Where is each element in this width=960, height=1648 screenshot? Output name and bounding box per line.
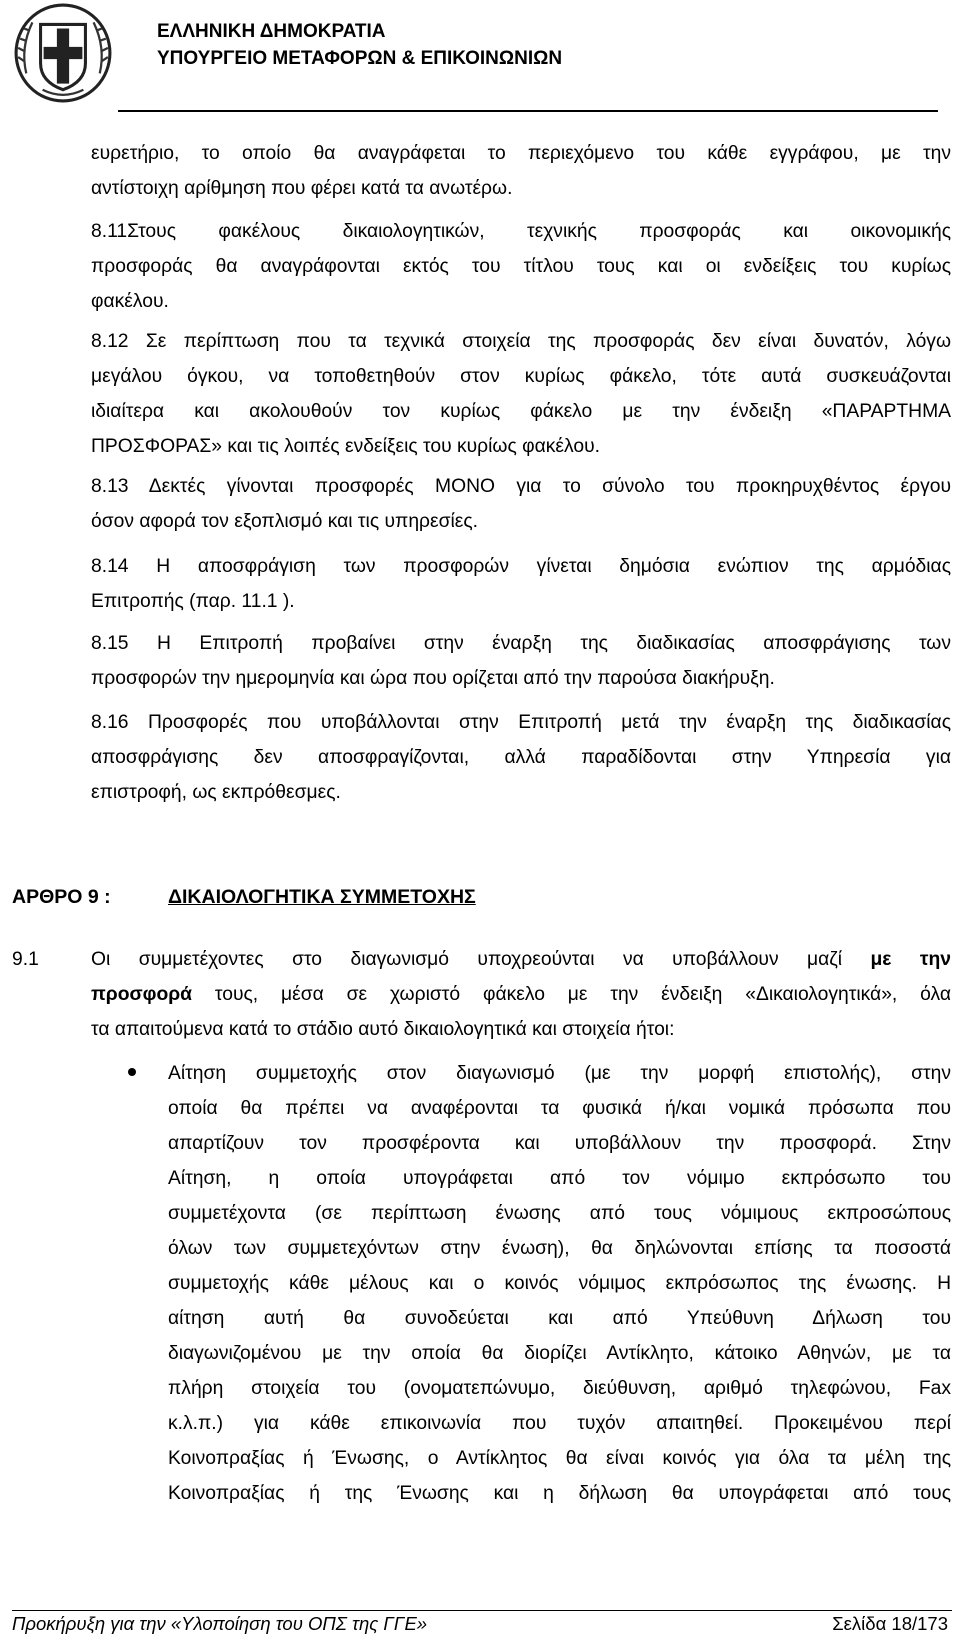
- text-line: Αίτηση συμμετοχής στον διαγωνισμό (με την μορφή επιστολής), στην: [168, 1063, 951, 1084]
- header-divider: [118, 110, 938, 112]
- text-line: 8.13 Δεκτές γίνονται προσφορές ΜΟΝΟ για το σύνολο του προκηρυχθέντος έργου: [91, 476, 951, 497]
- text-line: προσφορών την ημερομηνία και ώρα που ορίζεται από την παρούσα διακήρυξη.: [91, 668, 775, 689]
- paragraph-8-15: [91, 626, 951, 696]
- text-line: οποία θα πρέπει να αναφέρονται τα φυσικά ή/και νομικά πρόσωπα που: [168, 1098, 951, 1119]
- bullet-point: [128, 1068, 136, 1076]
- text-line: απαρτίζουν τον προσφέροντα και υποβάλλουν την προσφορά. Στην: [168, 1133, 951, 1154]
- text-line: όλων των συμμετεχόντων στην ένωση), θα δηλώνονται επίσης τα ποσοστά: [168, 1238, 951, 1259]
- paragraph-9-1: [91, 942, 951, 1047]
- ministry-header: [157, 18, 562, 72]
- text-line: διαγωνιζομένου με την οποία θα διορίζει Αντίκλητο, κάτοικο Αθηνών, με τα: [168, 1343, 951, 1364]
- text-line: συμμετέχοντα (σε περίπτωση ένωσης από τους νόμιμους εκπροσώπους: [168, 1203, 951, 1224]
- header-line-1: ΕΛΛΗΝΙΚΗ ΔΗΜΟΚΡΑΤΙΑ: [157, 21, 386, 42]
- text-line: πλήρη στοιχεία του (ονοματεπώνυμο, διεύθυνση, αριθμό τηλεφώνου, Fax: [168, 1378, 951, 1399]
- text-line: 8.14 Η αποσφράγιση των προσφορών γίνεται δημόσια ενώπιον της αρμόδιας: [91, 556, 951, 577]
- text-line: όσον αφορά τον εξοπλισμό και τις υπηρεσίες.: [91, 511, 479, 532]
- article-title: ΔΙΚΑΙΟΛΟΓΗΤΙΚΑ ΣΥΜΜΕΤΟΧΗΣ: [168, 886, 476, 908]
- bold-segment: προσφορά: [91, 984, 193, 1005]
- paragraph-8-13: [91, 469, 951, 539]
- text-line: Κοινοπραξίας ή Ένωσης, ο Αντίκλητος θα είναι κοινός για όλα τα μέλη της: [168, 1448, 951, 1469]
- text-line: Αίτηση, η οποία υπογράφεται από τον νόμιμο εκπρόσωπο του: [168, 1168, 951, 1189]
- bullet-paragraph: [168, 1056, 951, 1511]
- text-line: τα απαιτούμενα κατά το στάδιο αυτό δικαιολογητικά και στοιχεία ήτοι:: [91, 1019, 675, 1040]
- paragraph-continuation: [91, 136, 951, 206]
- text-line: φακέλου.: [91, 291, 169, 312]
- text-line: κ.λ.π.) για κάθε επικοινωνία που τυχόν απαιτηθεί. Προκειμένου περί: [168, 1413, 951, 1434]
- text-line: επιστροφή, ως εκπρόθεσμες.: [91, 782, 341, 803]
- text-line: [91, 977, 951, 1012]
- text-segment: Οι συμμετέχοντες στο διαγωνισμό υποχρεούνται να υποβάλλουν μαζί: [91, 949, 843, 970]
- paragraph-8-12: [91, 324, 951, 464]
- text-line: προσφοράς θα αναγράφονται εκτός του τίτλου τους και οι ενδείξεις του κυρίως: [91, 256, 951, 277]
- article-number: ΑΡΘΡΟ 9 :: [12, 886, 111, 908]
- text-line: Κοινοπραξίας ή της Ένωσης και η δήλωση θα υπογράφεται από τους: [168, 1483, 951, 1504]
- text-line: ευρετήριο, το οποίο θα αναγράφεται το περιεχόμενο του κάθε εγγράφου, με την: [91, 143, 951, 164]
- text-line: 8.16 Προσφορές που υποβάλλονται στην Επιτροπή μετά την έναρξη της διαδικασίας: [91, 712, 951, 733]
- bold-segment: με την: [870, 949, 951, 970]
- text-line: αντίστοιχη αρίθμηση που φέρει κατά τα ανωτέρω.: [91, 178, 513, 199]
- text-line: συμμετοχής κάθε μέλους και ο κοινός νόμιμος εκπρόσωπος της ένωσης. Η: [168, 1273, 951, 1294]
- footer-document-title: Προκήρυξη για την «Υλοποίηση του ΟΠΣ της ΓΓΕ»: [12, 1613, 428, 1634]
- text-line: ιδιαίτερα και ακολουθούν τον κυρίως φάκελο με την ένδειξη «ΠΑΡΑΡΤΗΜΑ: [91, 401, 951, 422]
- text-line: [91, 942, 951, 977]
- text-line: μεγάλου όγκου, να τοποθετηθούν στον κυρίως φάκελο, τότε αυτά συσκευάζονται: [91, 366, 951, 387]
- text-line: 8.11Στους φακέλους δικαιολογητικών, τεχνικής προσφοράς και οικονομικής: [91, 221, 951, 242]
- text-line: 8.12 Σε περίπτωση που τα τεχνικά στοιχεία της προσφοράς δεν είναι δυνατόν, λόγω: [91, 331, 951, 352]
- footer-divider: [12, 1610, 952, 1611]
- paragraph-8-11: [91, 214, 951, 319]
- greek-coat-of-arms-icon: [12, 2, 114, 104]
- section-number: 9.1: [12, 949, 39, 970]
- header-line-2: ΥΠΟΥΡΓΕΙΟ ΜΕΤΑΦΟΡΩΝ & ΕΠΙΚΟΙΝΩΝΙΩΝ: [157, 48, 563, 69]
- text-line: ΠΡΟΣΦΟΡΑΣ» και τις λοιπές ενδείξεις του κυρίως φακέλου.: [91, 436, 600, 457]
- footer-page-number: Σελίδα 18/173: [832, 1613, 948, 1634]
- paragraph-8-16: [91, 705, 951, 810]
- text-line: 8.15 Η Επιτροπή προβαίνει στην έναρξη της διαδικασίας αποσφράγισης των: [91, 633, 951, 654]
- text-line: αίτηση αυτή θα συνοδεύεται και από Υπεύθυνη Δήλωση του: [168, 1308, 951, 1329]
- text-segment: τους, μέσα σε χωριστό φάκελο με την ένδειξη «Δικαιολογητικά», όλα: [192, 984, 951, 1005]
- paragraph-8-14: [91, 549, 951, 619]
- text-line: αποσφράγισης δεν αποσφραγίζονται, αλλά παραδίδονται στην Υπηρεσία για: [91, 747, 951, 768]
- text-line: Επιτροπής (παρ. 11.1 ).: [91, 591, 295, 612]
- page-header: [0, 0, 960, 112]
